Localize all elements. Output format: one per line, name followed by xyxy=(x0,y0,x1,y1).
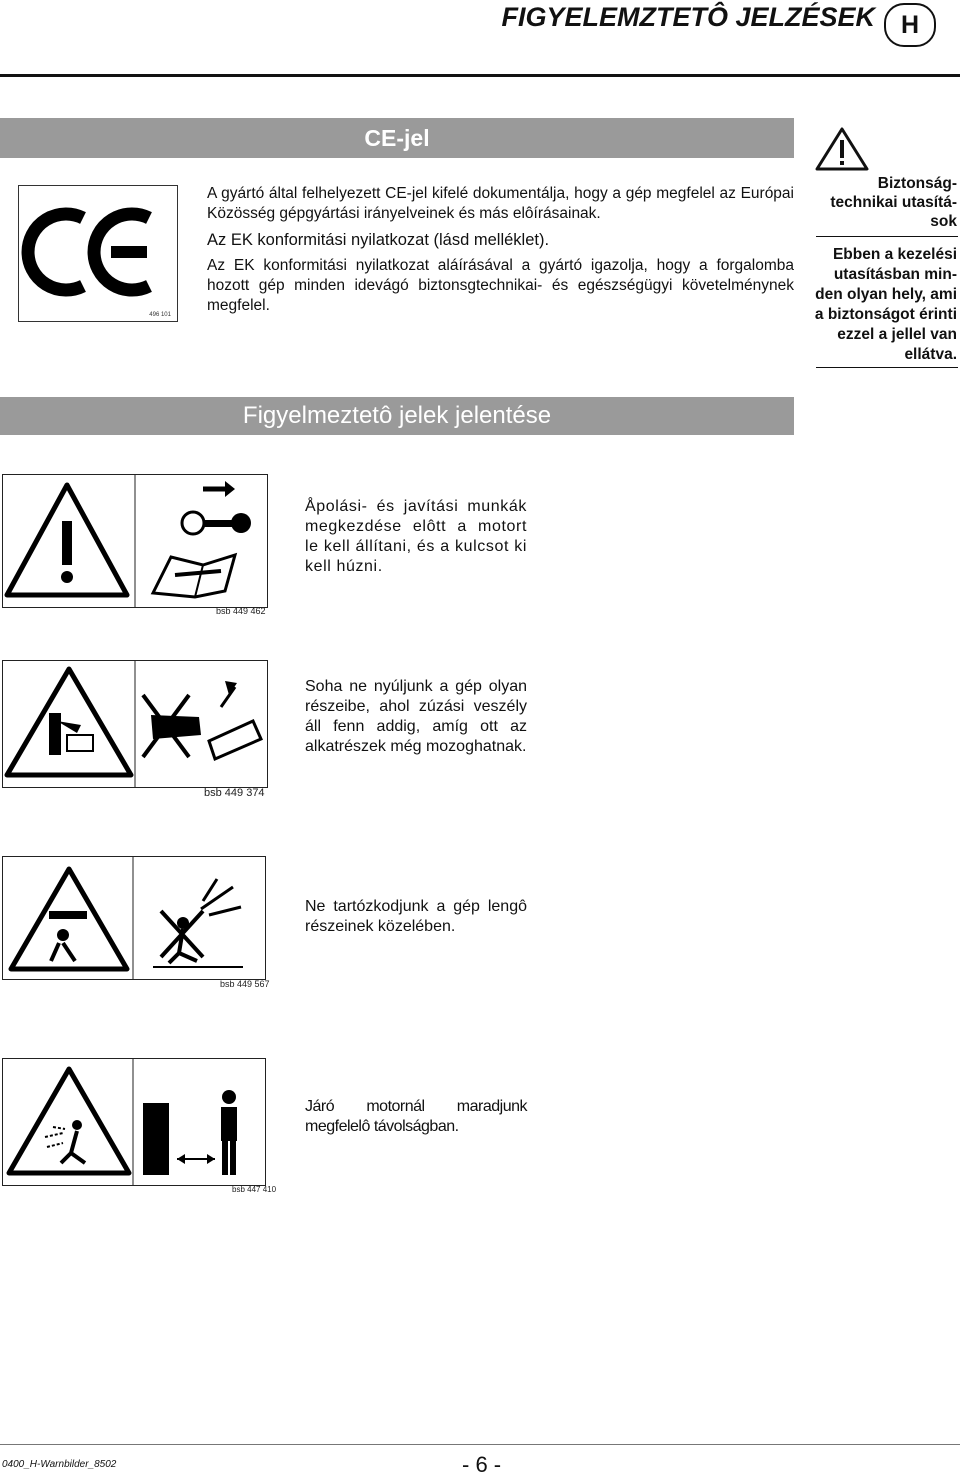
warning-triangle-icon xyxy=(814,126,870,177)
header-divider xyxy=(0,74,960,77)
ce-section-title: CE-jel xyxy=(0,118,794,158)
manual-book-icon xyxy=(153,555,235,597)
page-number: - 6 - xyxy=(462,1452,502,1477)
language-badge: H xyxy=(884,3,936,47)
sign-2-code: bsb 449 374 xyxy=(204,787,265,799)
footer-divider xyxy=(0,1444,960,1445)
safety-note-divider xyxy=(816,236,958,237)
sign-1-text: Åpolási- és javítási munkák megkezdése elôtt a motort le kell állítani, és a kulcsot ki kell húzni. xyxy=(305,498,527,575)
falling-load-icon xyxy=(11,869,127,969)
sign-3-image xyxy=(2,856,266,980)
sign-2-text: Soha ne nyúljunk a gép olyan részeibe, ahol zúzási veszély áll fenn addig, amíg ott az alkatrészek még mozoghatnak. xyxy=(305,678,527,755)
sign-4-image xyxy=(2,1058,266,1186)
footer-doc-id: 0400_H-Warnbilder_8502 xyxy=(2,1459,117,1470)
sign-1-image xyxy=(2,474,268,608)
ce-description xyxy=(207,184,794,316)
ce-mark-icon xyxy=(19,186,177,321)
ce-image-code: 496 101 xyxy=(149,312,171,318)
safe-distance-icon xyxy=(143,1090,237,1175)
ce-paragraph-2: Az EK konformitási nyilatkozat (lásd melléklet). xyxy=(207,231,550,249)
sign-1-code: bsb 449 462 xyxy=(216,606,266,616)
sign-4-text: Járó motornál maradjunk megfelelô távolságban. xyxy=(305,1098,527,1135)
no-standing-icon xyxy=(153,879,243,967)
sign-4-code: bsb 447 410 xyxy=(232,1185,277,1194)
sign-3-code: bsb 449 567 xyxy=(220,979,270,989)
warning-exclamation-icon xyxy=(7,485,127,595)
meaning-section-title: Figyelmeztetô jelek jelentése xyxy=(0,397,794,435)
sign-2-image xyxy=(2,660,268,788)
safety-note-title: Biztonság-technikai utasítá-sok xyxy=(830,175,957,230)
page-title: FIGYELEMZTETÔ JELZÉSEK xyxy=(501,2,875,32)
safety-note-bottom-divider xyxy=(816,367,958,368)
safety-note-body: Ebben a kezelési utasításban min-den olyan hely, ami a biztonságot érinti ezzel a jellel van ellátva. xyxy=(814,246,957,363)
no-reach-hand-icon xyxy=(143,681,261,759)
ce-paragraph-1: A gyártó által felhelyezett CE-jel kifelé dokumentálja, hogy a gép megfelel az Európai Közösség gépgyártási irányelveinek és más elôírásainak. xyxy=(207,185,794,222)
ce-paragraph-3: Az EK konformitási nyilatkozat aláírásával a gyártó igazolja, hogy a forgalomba hozott gép minden idevágó biztonsgtechnikai- és egészségügyi követelménynek megfelel. xyxy=(207,257,794,314)
ce-mark-image xyxy=(18,185,178,322)
key-remove-icon xyxy=(182,481,251,534)
sign-3-text: Ne tartózkodjunk a gép lengô részeinek közelében. xyxy=(305,898,527,935)
thrown-object-icon xyxy=(9,1069,129,1173)
crush-hazard-icon xyxy=(7,669,131,775)
